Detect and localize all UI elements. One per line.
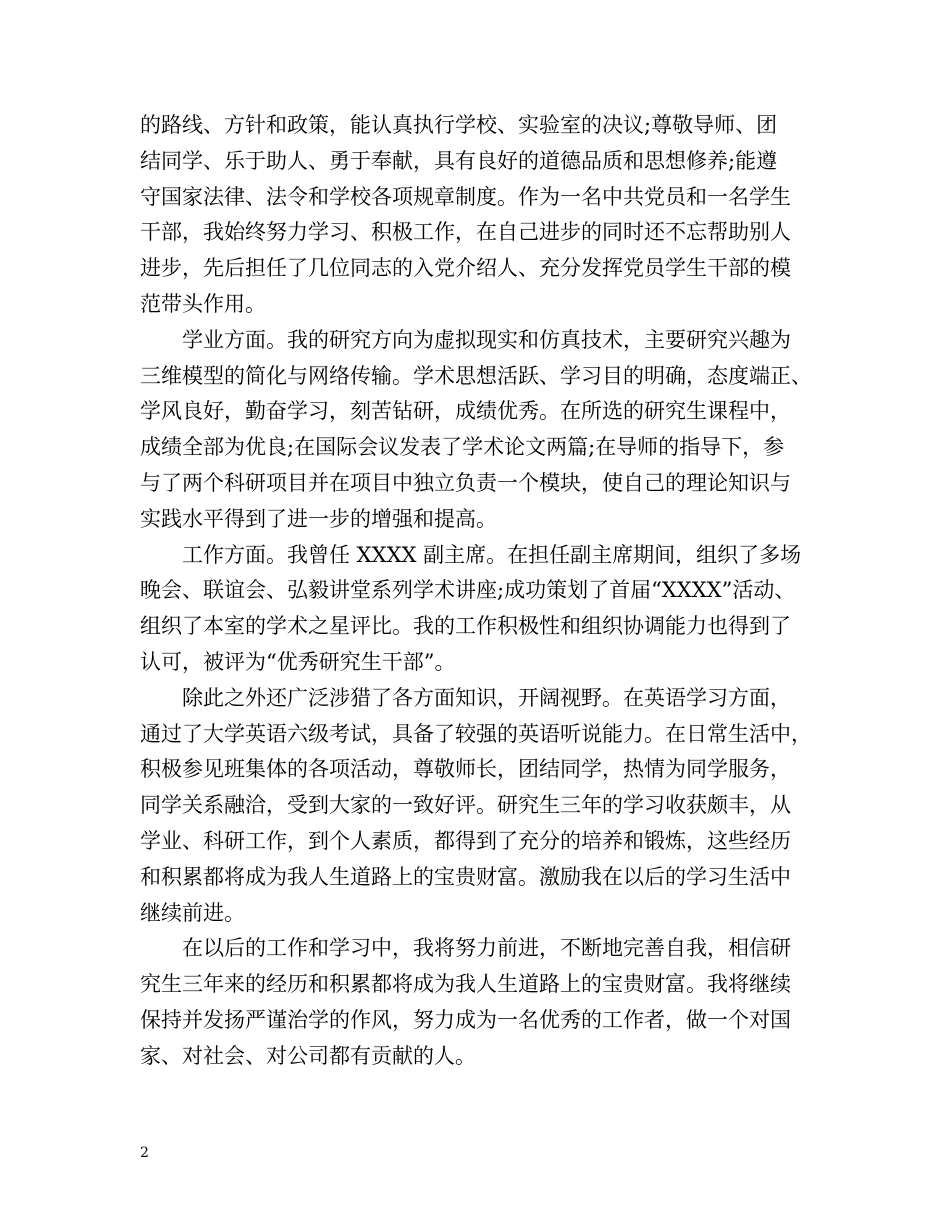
text-line: 通过了大学英语六级考试，具备了较强的英语听说能力。在日常生活中，	[140, 721, 812, 746]
paragraph	[140, 323, 820, 538]
text-line: 范带头作用。	[140, 291, 266, 316]
text-line: 三维模型的简化与网络传输。学术思想活跃、学习目的明确，态度端正、	[140, 363, 812, 388]
page-number: 2	[140, 1145, 149, 1161]
text-line: 在以后的工作和学习中，我将努力前进，不断地完善自我，相信研	[182, 936, 791, 961]
text-line: 同学关系融洽，受到大家的一致好评。研究生三年的学习收获颇丰，从	[140, 793, 791, 818]
text-line: 组织了本室的学术之星评比。我的工作积极性和组织协调能力也得到了	[140, 614, 791, 639]
text-line: 保持并发扬严谨治学的作风，努力成为一名优秀的工作者，做一个对国	[140, 1007, 791, 1032]
text-line: 认可，被评为“优秀研究生干部”。	[140, 649, 456, 674]
text-line: 家、对社会、对公司都有贡献的人。	[140, 1043, 476, 1068]
text-line: 学业、科研工作，到个人素质，都得到了充分的培养和锻炼，这些经历	[140, 828, 791, 853]
paragraph	[140, 538, 820, 681]
text-line: 实践水平得到了进一步的增强和提高。	[140, 506, 497, 531]
text-line: 成绩全部为优良;在国际会议发表了学术论文两篇;在导师的指导下，参	[140, 435, 785, 460]
document-body	[140, 108, 820, 1075]
text-line: 学业方面。我的研究方向为虚拟现实和仿真技术，主要研究兴趣为	[182, 327, 791, 352]
text-line: 干部，我始终努力学习、积极工作，在自己进步的同时还不忘帮助别人	[140, 220, 791, 245]
text-line: 晚会、联谊会、弘毅讲堂系列学术讲座;成功策划了首届“XXXX”活动、	[140, 578, 796, 603]
text-line: 的路线、方针和政策，能认真执行学校、实验室的决议;尊敬导师、团	[140, 113, 778, 137]
text-line: 积极参见班集体的各项活动，尊敬师长，团结同学，热情为同学服务，	[140, 757, 791, 782]
text-line: 继续前进。	[140, 900, 245, 925]
text-line: 结同学、乐于助人、勇于奉献，具有良好的道德品质和思想修养;能遵	[140, 148, 778, 173]
text-line: 守国家法律、法令和学校各项规章制度。作为一名中共党员和一名学生	[140, 184, 791, 209]
text-line: 究生三年来的经历和积累都将成为我人生道路上的宝贵财富。我将继续	[140, 972, 791, 997]
text-line: 学风良好，勤奋学习，刻苦钻研，成绩优秀。在所选的研究生课程中，	[140, 399, 791, 424]
paragraph	[140, 931, 820, 1074]
text-line: 工作方面。我曾任 XXXX 副主席。在担任副主席期间，组织了多场	[182, 542, 802, 567]
text-line: 除此之外还广泛涉猎了各方面知识，开阔视野。在英语学习方面，	[182, 685, 791, 710]
text-line: 进步，先后担任了几位同志的入党介绍人、充分发挥党员学生干部的模	[140, 256, 791, 281]
text-line: 和积累都将成为我人生道路上的宝贵财富。激励我在以后的学习生活中	[140, 864, 791, 889]
text-line: 与了两个科研项目并在项目中独立负责一个模块，使自己的理论知识与	[140, 470, 791, 495]
paragraph	[140, 108, 820, 323]
paragraph	[140, 681, 820, 932]
